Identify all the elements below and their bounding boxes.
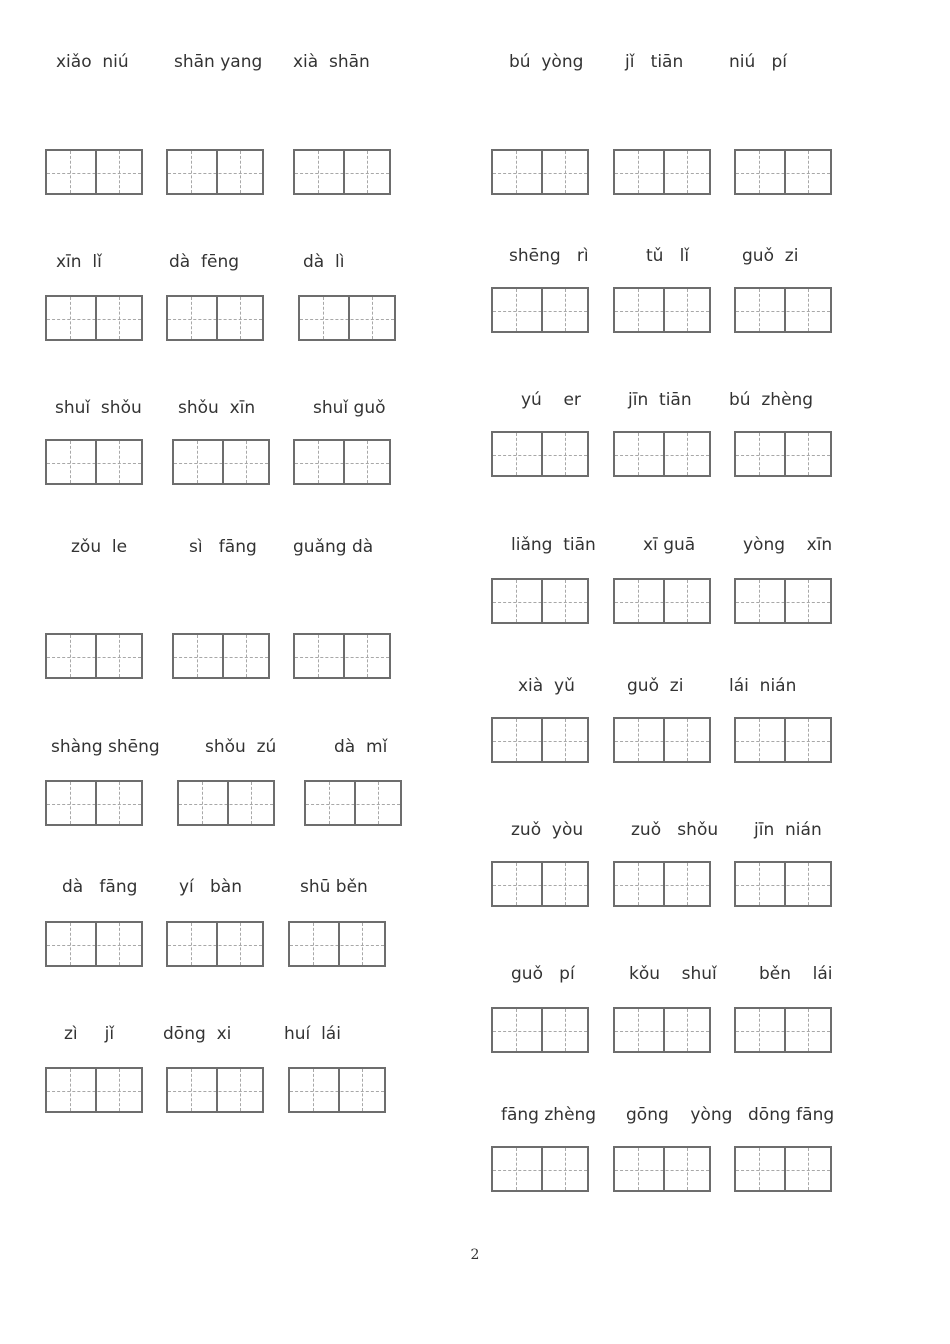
pinyin-label: xīn lǐ: [56, 252, 102, 272]
writing-grid-box[interactable]: [45, 780, 143, 826]
pinyin-label: lái nián: [729, 676, 797, 696]
pinyin-label: shǒu zú: [205, 737, 277, 757]
pinyin-label: guǒ zi: [742, 246, 799, 266]
writing-grid-box[interactable]: [613, 1007, 711, 1053]
writing-grid-box[interactable]: [288, 1067, 386, 1113]
pinyin-label: yòng xīn: [743, 535, 833, 555]
page-number: 2: [470, 1247, 480, 1263]
writing-grid-box[interactable]: [613, 861, 711, 907]
writing-grid-box[interactable]: [613, 1146, 711, 1192]
writing-grid-box[interactable]: [613, 287, 711, 333]
pinyin-label: zuǒ shǒu: [631, 820, 719, 840]
writing-grid-box[interactable]: [734, 287, 832, 333]
pinyin-label: liǎng tiān: [511, 535, 596, 555]
writing-grid-box[interactable]: [734, 578, 832, 624]
writing-grid-box[interactable]: [45, 1067, 143, 1113]
pinyin-label: xī guā: [643, 535, 696, 555]
pinyin-label: fāng zhèng: [501, 1105, 597, 1125]
writing-grid-box[interactable]: [491, 149, 589, 195]
writing-grid-box[interactable]: [491, 287, 589, 333]
pinyin-label: shēng rì: [509, 246, 589, 266]
writing-grid-box[interactable]: [45, 921, 143, 967]
writing-grid-box[interactable]: [293, 439, 391, 485]
writing-grid-box[interactable]: [613, 578, 711, 624]
pinyin-label: huí lái: [284, 1024, 341, 1044]
pinyin-label: dà fēng: [169, 252, 240, 272]
writing-grid-box[interactable]: [172, 633, 270, 679]
writing-grid-box[interactable]: [298, 295, 396, 341]
pinyin-label: yú er: [521, 390, 581, 410]
writing-grid-box[interactable]: [45, 439, 143, 485]
pinyin-label: guǒ zi: [627, 676, 684, 696]
writing-grid-box[interactable]: [613, 149, 711, 195]
writing-grid-box[interactable]: [734, 717, 832, 763]
pinyin-label: sì fāng: [189, 537, 257, 557]
writing-grid-box[interactable]: [45, 149, 143, 195]
writing-grid-box[interactable]: [491, 1146, 589, 1192]
pinyin-label: tǔ lǐ: [646, 246, 690, 266]
writing-grid-box[interactable]: [166, 295, 264, 341]
pinyin-label: dà mǐ: [334, 737, 388, 757]
pinyin-label: zuǒ yòu: [511, 820, 584, 840]
pinyin-label: jīn nián: [754, 820, 822, 840]
writing-grid-box[interactable]: [172, 439, 270, 485]
pinyin-label: jǐ tiān: [625, 52, 684, 72]
writing-grid-box[interactable]: [166, 1067, 264, 1113]
writing-grid-box[interactable]: [166, 921, 264, 967]
writing-grid-box[interactable]: [734, 1007, 832, 1053]
pinyin-label: shuǐ shǒu: [55, 398, 142, 418]
writing-grid-box[interactable]: [491, 861, 589, 907]
pinyin-label: xiǎo niú: [56, 52, 129, 72]
pinyin-label: jīn tiān: [628, 390, 692, 410]
pinyin-label: zì jǐ: [64, 1024, 115, 1044]
pinyin-label: shǒu xīn: [178, 398, 256, 418]
writing-grid-box[interactable]: [734, 149, 832, 195]
pinyin-label: shàng shēng: [51, 737, 160, 757]
writing-grid-box[interactable]: [734, 431, 832, 477]
writing-grid-box[interactable]: [491, 1007, 589, 1053]
pinyin-label: zǒu le: [71, 537, 128, 557]
writing-grid-box[interactable]: [734, 1146, 832, 1192]
pinyin-label: dà fāng: [62, 877, 138, 897]
writing-grid-box[interactable]: [613, 431, 711, 477]
pinyin-label: dōng fāng: [748, 1105, 835, 1125]
writing-grid-box[interactable]: [293, 633, 391, 679]
pinyin-label: guǎng dà: [293, 537, 374, 557]
writing-grid-box[interactable]: [491, 717, 589, 763]
writing-grid-box[interactable]: [288, 921, 386, 967]
writing-grid-box[interactable]: [45, 633, 143, 679]
writing-grid-box[interactable]: [293, 149, 391, 195]
pinyin-label: kǒu shuǐ: [629, 964, 717, 984]
pinyin-label: xià shān: [293, 52, 370, 72]
pinyin-label: gōng yòng: [626, 1105, 733, 1125]
pinyin-label: shuǐ guǒ: [313, 398, 386, 418]
writing-grid-box[interactable]: [45, 295, 143, 341]
writing-grid-box[interactable]: [734, 861, 832, 907]
pinyin-label: xià yǔ: [518, 676, 575, 696]
pinyin-label: yí bàn: [179, 877, 242, 897]
writing-grid-box[interactable]: [304, 780, 402, 826]
pinyin-label: shū běn: [300, 877, 368, 897]
pinyin-label: shān yang: [174, 52, 263, 72]
writing-grid-box[interactable]: [177, 780, 275, 826]
writing-grid-box[interactable]: [491, 578, 589, 624]
writing-grid-box[interactable]: [613, 717, 711, 763]
pinyin-label: dà lì: [303, 252, 345, 272]
pinyin-label: bú zhèng: [729, 390, 814, 410]
pinyin-label: guǒ pí: [511, 964, 575, 984]
pinyin-label: dōng xi: [163, 1024, 232, 1044]
pinyin-label: bú yòng: [509, 52, 584, 72]
writing-grid-box[interactable]: [491, 431, 589, 477]
pinyin-label: niú pí: [729, 52, 787, 72]
writing-grid-box[interactable]: [166, 149, 264, 195]
pinyin-label: běn lái: [759, 964, 833, 984]
